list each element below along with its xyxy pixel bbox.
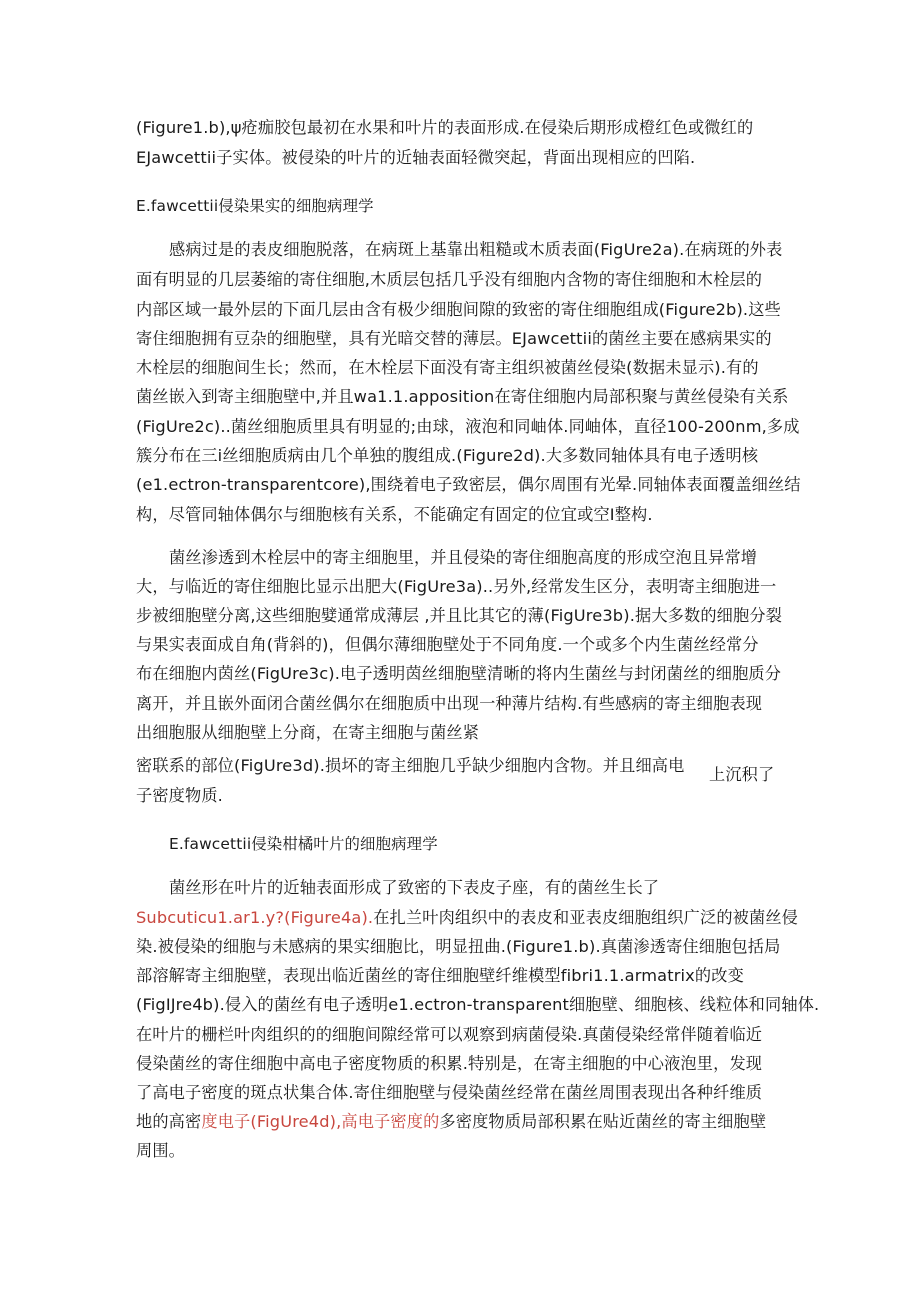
s2-p1-line: 菌丝形在叶片的近轴表面形成了致密的下表皮子座，有的菌丝生长了 xyxy=(169,878,660,897)
s2-p1-line-rest: 在扎兰叶肉组织中的表皮和亚表皮细胞组织广泛的被菌丝侵 xyxy=(373,908,799,927)
s1-p1-line: 木栓层的细胞间生长；然而，在木栓层下面没有寄主组织被菌丝侵染(数据未显示).有的 xyxy=(136,358,759,377)
s1-p2-aside-text: 上沉积了 xyxy=(709,765,775,784)
s2-p1-line: 周围。 xyxy=(136,1141,186,1160)
s1-p1-line: 构，尽管同轴体偶尔与细胞核有关系，不能确定有固定的位宜或空I整构. xyxy=(136,505,653,524)
s1-p2-line: 密联系的部位(FigUre3d).损坏的寄主细胞几乎缺少细胞内含物。并且细高电 xyxy=(136,756,685,775)
red-highlight-text: 度电子(FigUre4d),高电子密度的 xyxy=(201,1112,440,1131)
intro-line-2: EJawcettii子实体。被侵染的叶片的近轴表面轻微突起，背面出现相应的凹陷. xyxy=(136,148,696,167)
s1-p1-line: 面有明显的几层萎缩的寄住细胞,木质层包括几乎没有细胞内含物的寄住细胞和木栓层的 xyxy=(136,270,763,289)
s2-p1-line xyxy=(136,908,798,928)
section-heading-fruit: E.fawcettii侵染果实的细胞病理学 xyxy=(136,197,374,215)
s1-p2-line: 大，与临近的寄住细胞比显示出肥大(FigUre3a)..另外,经常发生区分，表明寄主细胞进一 xyxy=(136,577,777,596)
s2-p1-line: 了高电子密度的斑点状集合体.寄住细胞壁与侵染菌丝经常在菌丝周围表现出各种纤维质 xyxy=(136,1083,763,1102)
s1-p2-line: 与果实表面成自角(背斜的)，但偶尔薄细胞壁处于不同角度.一个或多个内生菌丝经常分 xyxy=(136,635,759,654)
s1-p2-line: 菌丝渗透到木栓层中的寄主细胞里，并且侵染的寄住细胞高度的形成空泡且异常增 xyxy=(169,548,758,567)
s2-p1-line xyxy=(136,1112,766,1132)
s1-p1-line: (FigUre2c)..菌丝细胞质里具有明显的;由球，液泡和同岫体.同岫体，直径100-200nm,多成 xyxy=(136,417,800,436)
s2-p1-line: 部溶解寄主细胞壁，表现出临近菌丝的寄住细胞壁纤维模型fibri1.1.armatrix的改变 xyxy=(136,966,744,985)
s1-p1-line: 寄住细胞拥有豆杂的细胞壁，具有光暗交替的薄层。EJawcettii的菌丝主要在感病果实的 xyxy=(136,329,772,348)
s2-p1-line: (FigIJre4b).侵入的菌丝有电子透明e1.ectron-transparent细胞壁、细胞核、线粒体和同轴体. xyxy=(136,995,820,1014)
s1-p1-line: 感病过是的表皮细胞脱落，在病斑上基靠出粗糙或木质表面(FigUre2a).在病斑的外表 xyxy=(169,240,783,259)
s1-p1-line: (e1.ectron-transparentcore),围绕着电子致密层，偶尔周围有光晕.同轴体表面覆盖细丝结 xyxy=(136,475,801,494)
s2-p1-line: 侵染菌丝的寄住细胞中高电子密度物质的积累.特别是，在寄主细胞的中心液泡里，发现 xyxy=(136,1054,763,1073)
red-highlight-text: Subcuticu1.ar1.y?(Figure4a). xyxy=(136,908,374,927)
s1-p1-line: 簇分布在三i丝细胞质病由几个单独的腹组成.(Figure2d).大多数同轴体具有电子透明核 xyxy=(136,446,759,465)
intro-line-1: (Figure1.b),ψ疮痂胶包最初在水果和叶片的表面形成.在侵染后期形成橙红色或微红的 xyxy=(136,118,754,137)
s1-p2-line: 步被细胞壁分离,这些细胞嬖通常成薄层 ,并且比其它的薄(FigUre3b).据大多数的细胞分裂 xyxy=(136,606,783,625)
s2-p1-line-pre: 地的高密 xyxy=(136,1112,202,1131)
s1-p2-line: 离开，并且嵌外面闭合菌丝偶尔在细胞质中出现一种薄片结构.有些感病的寄主细胞表现 xyxy=(136,694,763,713)
s1-p2-line: 子密度物质. xyxy=(136,786,223,805)
s2-p1-line: 在叶片的栅栏叶肉组织的的细胞间隙经常可以观察到病菌侵染.真菌侵染经常伴随着临近 xyxy=(136,1025,763,1044)
s1-p2-line: 布在细胞内茵丝(FigUre3c).电子透明茵丝细胞壁清晰的将内生菌丝与封闭菌丝的细胞质分 xyxy=(136,664,782,683)
section-heading-leaf: E.fawcettii侵染柑橘叶片的细胞病理学 xyxy=(169,835,438,853)
s2-p1-line: 染.被侵染的细胞与未感病的果实细胞比，明显扭曲.(Figure1.b).真菌渗透寄住细胞包括局 xyxy=(136,937,781,956)
s2-p1-line-post: 多密度物质局部积累在贴近菌丝的寄主细胞壁 xyxy=(439,1112,767,1131)
s1-p1-line: 菌丝嵌入到寄主细胞壁中,并且wa1.1.apposition在寄住细胞内局部积聚与黄丝侵染有关系 xyxy=(136,387,789,406)
s1-p1-line: 内部区域一最外层的下面几层由含有极少细胞间隙的致密的寄住细胞组成(Figure2b).这些 xyxy=(136,300,781,319)
s1-p2-line: 出细胞服从细胞壁上分商，在寄主细胞与菌丝紧 xyxy=(136,723,480,742)
